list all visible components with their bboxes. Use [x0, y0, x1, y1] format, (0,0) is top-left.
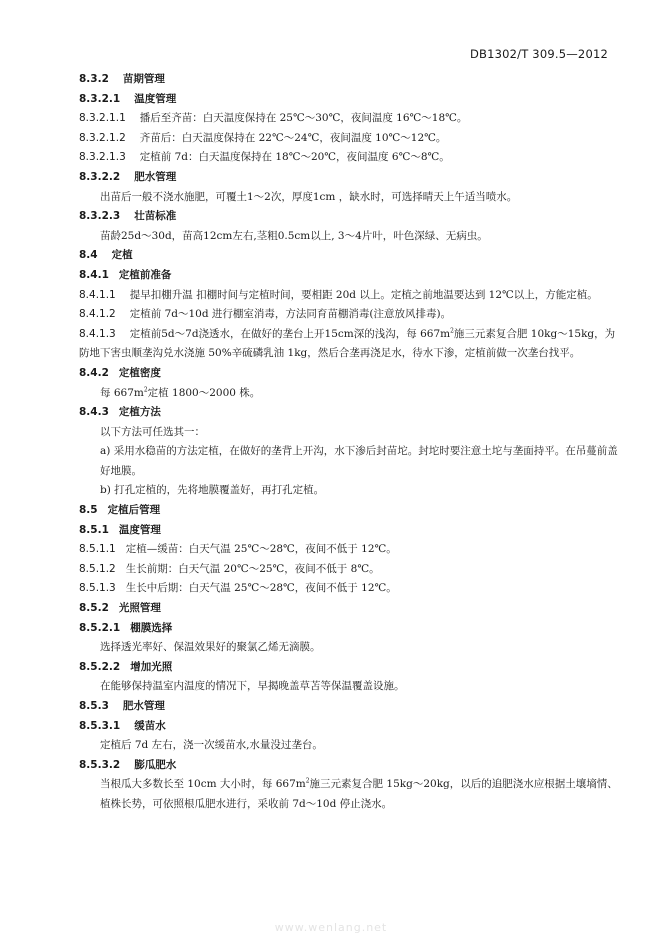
heading-8-5-2: 8.5.2 光照管理	[79, 602, 161, 615]
heading-8-3-2: 8.3.2 苗期管理	[79, 73, 165, 85]
heading-8-5-3-1: 8.5.3.1 缓苗水	[79, 719, 166, 732]
paragraph-fertilizer-water: 出苗后一般不浇水施肥，可覆土1～2次，厚度1cm ，缺水时，可选择晴天上午适当喷水。	[100, 190, 518, 203]
paragraph-method-intro: 以下方法可任选其一：	[100, 425, 205, 438]
heading-8-3-2-2: 8.3.2.2 肥水管理	[79, 170, 177, 183]
list-item-a: a) 采用水稳苗的方法定植，在做好的垄背上开沟，水下渗后封苗坨。封坨时要注意土坨与垄面持平。在吊蔓前盖好地膜。	[100, 445, 618, 477]
document-body	[79, 70, 619, 815]
paragraph-seedling-standard: 苗龄25d～30d，苗高12cm左右,茎粗0.5cm以上, 3～4片叶，叶色深绿、无病虫。	[100, 229, 488, 242]
heading-8-5-2-1: 8.5.2.1 棚膜选择	[79, 621, 173, 634]
heading-8-3-2-3: 8.3.2.3 壮苗标准	[79, 210, 177, 223]
list-item-b: b) 打孔定植的，先将地膜覆盖好，再打孔定植。	[100, 484, 325, 497]
clause-8-3-2-1-3: 8.3.2.1.3 定植前 7d：白天温度保持在 18℃～20℃，夜间温度 6℃～8℃。	[79, 151, 450, 164]
heading-8-5-3-2: 8.5.3.2 膨瓜肥水	[79, 758, 177, 771]
paragraph-recovery-water: 定植后 7d 左右，浇一次缓苗水,水量没过垄台。	[100, 739, 323, 752]
heading-8-5-2-2: 8.5.2.2 增加光照	[79, 660, 173, 673]
heading-8-4-3: 8.4.3 定植方法	[79, 406, 161, 419]
heading-8-5: 8.5 定植后管理	[79, 504, 161, 517]
clause-8-5-1-3: 8.5.1.3 生长中后期：白天气温 25℃～28℃，夜间不低于 12℃。	[79, 582, 397, 595]
heading-8-5-3: 8.5.3 肥水管理	[79, 700, 165, 712]
clause-8-3-2-1-2: 8.3.2.1.2 齐苗后：白天温度保持在 22℃～24℃，夜间温度 10℃～12℃。	[79, 131, 447, 144]
paragraph-increase-light: 在能够保持温室内温度的情况下，早揭晚盖草苫等保温覆盖设施。	[100, 680, 405, 693]
watermark: www.wenlang.net	[274, 921, 388, 934]
paragraph-fruit-fertilizer: 当根瓜大多数长至 10cm 大小时，每 $667m^2$施三元素复合肥 15kg～20kg，以后的追肥浇水应根据土壤墒情、植株长势，可依照根瓜肥水进行，采收前 7d～10d 停止浇水。	[100, 777, 618, 810]
clause-8-4-1-2: 8.4.1.2 定植前 7d～10d 进行棚室消毒，方法同育苗棚消毒(注意放风排毒)。	[79, 308, 452, 321]
clause-8-5-1-1: 8.5.1.1 定植—缓苗：白天气温 25℃～28℃，夜间不低于 12℃。	[79, 543, 397, 556]
clause-8-4-1-3: 8.4.1.3 定植前5d～7d浇透水，在做好的垄台上开15cm深的浅沟，每 $667m^2$施三元素复合肥 10kg～15kg，为防地下害虫顺垄沟兑水浇施 50%辛硫磷乳油 1kg，然后合垄再浇足水，待水下渗，定植前做一次垄台找平。	[79, 327, 616, 360]
heading-8-4: 8.4 定植	[79, 249, 133, 262]
paragraph-planting-density: 每 $667m^2$定植 1800～2000 株。	[100, 386, 261, 399]
heading-8-4-2: 8.4.2 定植密度	[79, 366, 161, 379]
clause-8-3-2-1-1: 8.3.2.1.1 播后至齐苗：白天温度保持在 25℃～30℃，夜间温度 16℃～18℃。	[79, 112, 468, 125]
clause-8-5-1-2: 8.5.1.2 生长前期：白天气温 20℃～25℃，夜间不低于 8℃。	[79, 562, 380, 575]
clause-8-4-1-1: 8.4.1.1 提早扣棚升温 扣棚时间与定植时间，要相距 20d 以上。定植之前地温要达到 12℃以上，方能定植。	[79, 288, 598, 301]
page-header-code: DB1302/T 309.5—2012	[469, 47, 608, 61]
heading-8-3-2-1: 8.3.2.1 温度管理	[79, 92, 177, 105]
heading-8-5-1: 8.5.1 温度管理	[79, 523, 161, 536]
paragraph-film-selection: 选择透光率好、保温效果好的聚氯乙烯无滴膜。	[100, 641, 321, 654]
heading-8-4-1: 8.4.1 定植前准备	[79, 268, 172, 281]
